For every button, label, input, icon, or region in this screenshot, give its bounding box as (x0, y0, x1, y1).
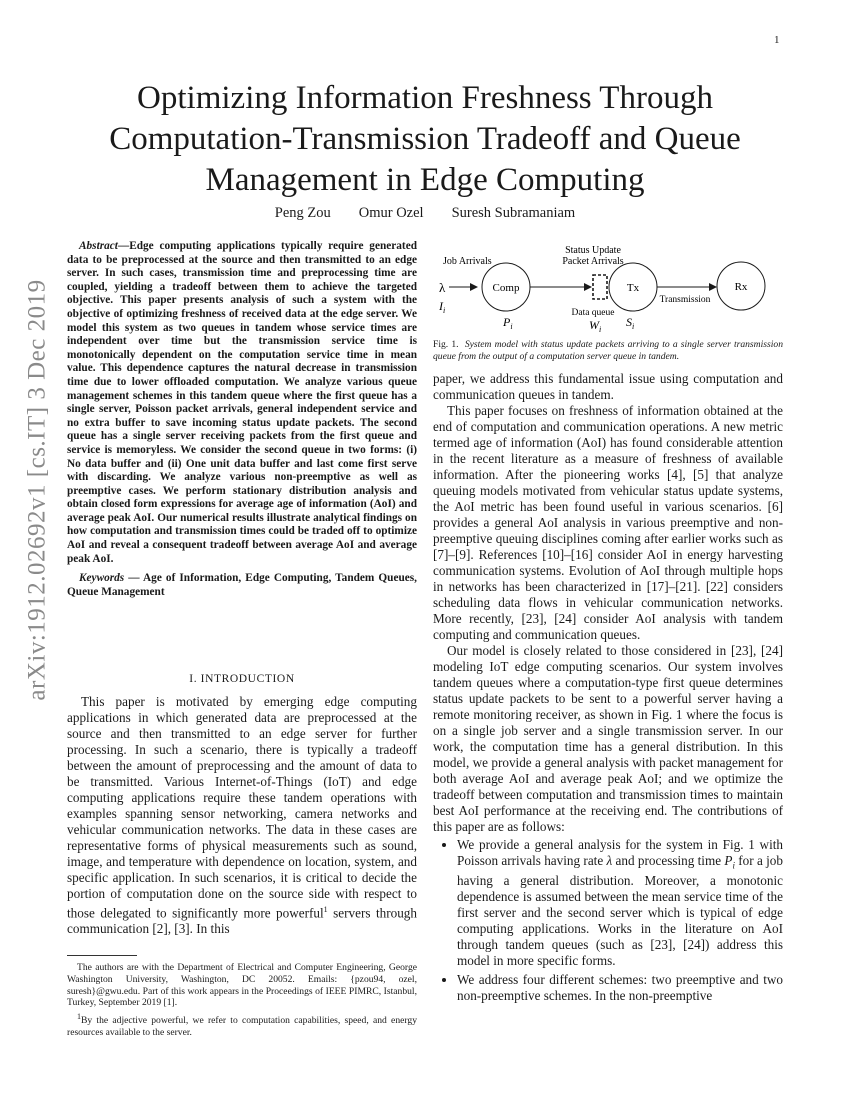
paper-title: Optimizing Information Freshness Through Computation-Transmission Tradeoff and Queue Management in Edge Computing (109, 80, 741, 198)
author-list (90, 205, 760, 222)
right-column (433, 240, 783, 1007)
intro-paragraph (67, 694, 417, 937)
author-name: Peng Zou (274, 205, 331, 221)
abstract (67, 240, 417, 566)
abstract-text: —Edge computing applications typically require generated data to be preprocessed at the source and then transmitted to an edge server. In such cases, transmission time and preprocessing time are coupled, yielding a tradeoff between them to achieve the targeted objective. This paper presents analysis of such a system with the objective of optimizing freshness of received data at the edge server. We model this system as two queues in tandem whose service times are independent over time but the transmission service time is monotonically dependent on the computation service time in mean value. This dependence captures the natural decrease in transmission time due to lower offloaded computation. We analyze various queue management schemes in this tandem queue where the first queue has a single server, Poisson packet arrivals, general independent service and no extra buffer to save incoming status update packets. The second queue has a single server receiving packets from the first queue and service is memoryless. We consider the second queue in two forms: (i) No data buffer and (ii) One unit data buffer and last come first serve with discarding. We analyze various non-preemptive as well as preemptive cases. We perform stationary distribution analysis and obtain closed form expressions for average age of information (AoI) and average peak AoI. Our numerical results illustrate analytical findings on how computation and transmission times could be traded off to optimize AoI and reveal a consequent tradeoff between average AoI and average peak AoI. (67, 240, 417, 565)
data-queue-buffer (593, 275, 607, 299)
footnote-1 (67, 1011, 417, 1039)
page-number: 1 (774, 34, 780, 46)
right-body (433, 371, 783, 1005)
arxiv-id: arXiv:1912.02692v1 [cs.IT] 3 Dec 2019 (24, 279, 51, 701)
section-heading: I. INTRODUCTION (189, 673, 295, 685)
footnote-divider (67, 955, 137, 956)
figure-caption-label: Fig. 1. (433, 339, 459, 350)
job-arrivals-label: Job Arrivals (443, 256, 492, 267)
lambda-symbol: λ (439, 280, 446, 295)
figure-caption-text: System model with status update packets arriving to a single server transmission queue from the output of a computation server queue in tandem. (433, 339, 783, 362)
P-symbol: $P_i$ (503, 315, 513, 331)
footnote-1-text: By the adjective powerful, we refer to computation capabilities, speed, and energy resources available to the server. (67, 1015, 417, 1039)
transmission-label: Transmission (659, 295, 711, 305)
footnote-number: 1 (77, 1012, 81, 1022)
list-item: • We provide a general analysis for the system in Fig. 1 with Poisson arrivals having rate λ and processing time $P_i$ for a job having a general distribution. Moreover, a monotonic dependence is assumed between the mean service time of the first server and the second server which is typical of edge computing applications. Works in the literature on AoI through tandem queues (such as [23], [24]) address this model in more specific forms. (457, 837, 783, 970)
contributions-list (433, 837, 783, 1005)
author-name: Omur Ozel (358, 205, 424, 221)
status-update-label-2: Packet Arrivals (562, 256, 624, 267)
S-symbol: $S_i$ (626, 315, 635, 331)
intro-text-1: This paper is motivated by emerging edge computing applications in which generated data are preprocessed at the source and then transmitted to an edge server for further processing. In such a scenario, there is typically a tradeoff between the amount of preprocessing and the amount of data to be transmitted. Various Internet-of-Things (IoT) and edge computing applications require these tandem operations with examples spanning sensor networking, camera networks and vehicular communication networks. The data in these cases are representative forms of physical measurements such as sound, image, and temperature with dependence on location, system, and specific application. In such scenarios, it is critical to decide the portion of computation done on the source side with respect to those delegated to significantly more powerful (67, 694, 417, 921)
I-symbol: $I_i$ (439, 299, 446, 315)
rx-label: Rx (734, 281, 748, 293)
W-symbol: $W_i$ (589, 318, 602, 334)
data-queue-label: Data queue (571, 308, 615, 318)
footnote-affiliation: The authors are with the Department of Electrical and Computer Engineering, George Washington University, Washington, DC 20052. Emails: {pzou94, ozel, suresh}@gwu.edu. Part of this work appears in the Proceedings of IEEE PIMRC, Istanbul, Turkey, September 2019 [1]. (67, 962, 417, 1009)
figure-caption (433, 339, 783, 363)
abstract-label: Abstract (79, 240, 118, 252)
paragraph: This paper focuses on freshness of information obtained at the end of computation and communication operations. A new metric termed age of information (AoI) has found considerable attention in the recent literature as a measure of freshness of available information. After the pioneering works [4], [5] that analyze queuing models motivated from vehicular status update systems, the AoI metric has been found useful in various scenarios. [6] provides a general AoI analysis in various preemptive and non-preemptive queuing disciplines coming after earlier works such as [7]–[9]. References [10]–[16] consider AoI in energy harvesting communication systems. Evolution of AoI through multiple hops in networks has been characterized in [17]–[21]. [22] considers scheduling data flows in vehicular communication networks. More recently, [23], [24] consider AoI analysis with tandem computing and communication queues. (433, 402, 783, 642)
keywords-text: — Age of Information, Edge Computing, Tandem Queues, Queue Management (67, 572, 417, 598)
comp-label: Comp (492, 282, 520, 294)
footnotes (67, 962, 417, 1041)
paragraph: Our model is closely related to those considered in [23], [24] modeling IoT edge computing scenarios. Our system involves tandem queues where a computation-type first queue determines status update packets to be sent to a powerful server having a remote monitoring receiver, as shown in Fig. 1 where the focus is on a single job server and a single transmission server. In our work, the computation time has a general distribution. In this model, we provide a general analysis with packet management for both average AoI and average peak AoI; and we optimize the tradeoff between computation and transmission times to maintain best AoI performance at the receiving end. The contributions of this paper are as follows: (433, 642, 783, 834)
system-model-diagram (433, 240, 783, 335)
keywords (67, 572, 417, 599)
paragraph: paper, we address this fundamental issue using computation and communication queues in tandem. (433, 370, 783, 402)
list-item: • We address four different schemes: two preemptive and two non-preemptive schemes. In the non-preemptive (457, 972, 783, 1004)
footnote-marker: 1 (323, 905, 328, 914)
keywords-label: Keywords (79, 572, 125, 585)
author-name: Suresh Subramaniam (451, 205, 576, 221)
left-column (67, 240, 417, 599)
tx-label: Tx (626, 282, 640, 294)
intro-text-2: servers through communication [2], [3]. In this (67, 905, 417, 937)
figure-1 (433, 240, 783, 335)
status-update-label-1: Status Update (565, 245, 621, 256)
introduction (67, 694, 417, 937)
arxiv-sidebar (14, 240, 62, 740)
